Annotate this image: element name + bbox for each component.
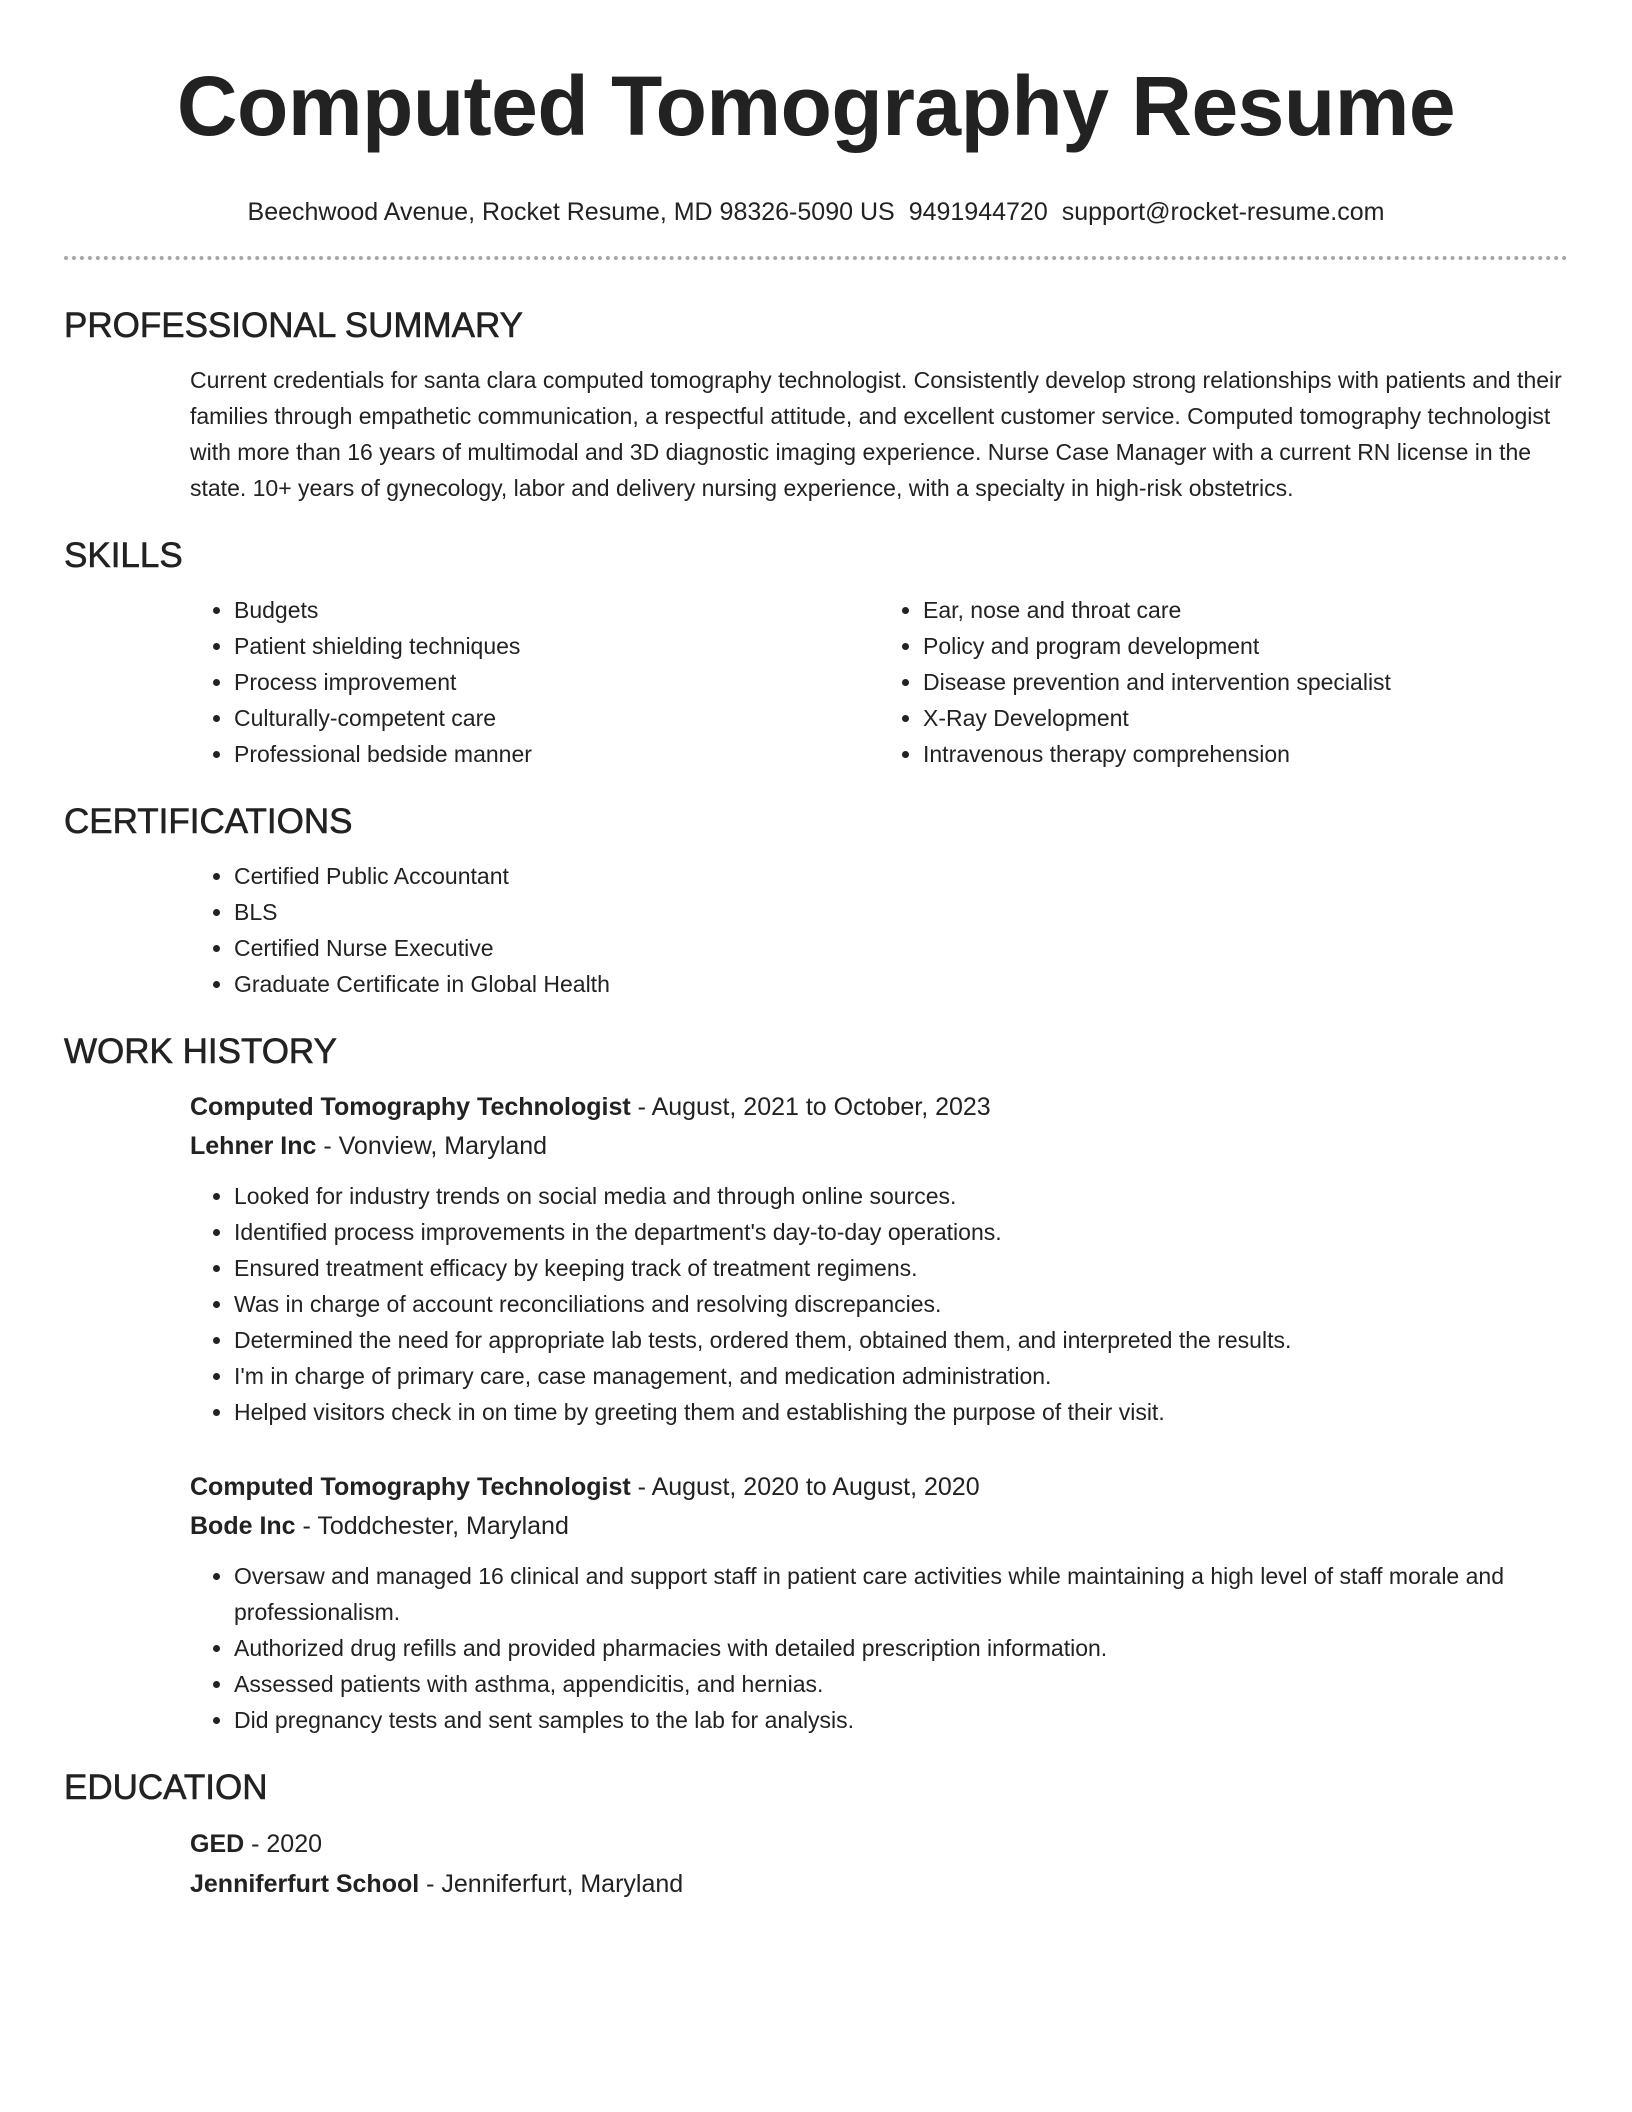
contact-address: Beechwood Avenue, Rocket Resume, MD 98326-5090 US: [247, 198, 895, 226]
education-section: [64, 1766, 1568, 1904]
job-duty: • Authorized drug refills and provided pharmacies with detailed prescription information.: [234, 1630, 1574, 1666]
job-company: Lehner Inc: [190, 1132, 317, 1160]
job-duties-list: [190, 1178, 1568, 1430]
education-degree-line: [190, 1824, 1568, 1864]
job-title-line: [190, 1088, 1568, 1127]
certification-item: • Certified Nurse Executive: [234, 930, 1568, 966]
job-duties-list: [190, 1558, 1574, 1738]
job-dates: - August, 2021 to October, 2023: [630, 1093, 991, 1121]
work-history-section: [64, 1030, 1568, 1738]
summary-heading: PROFESSIONAL SUMMARY: [64, 306, 523, 345]
education-school: Jenniferfurt School: [190, 1870, 420, 1898]
certification-item: • Graduate Certificate in Global Health: [234, 966, 1568, 1002]
certifications-section: [64, 800, 1568, 1002]
job-duty: • Oversaw and managed 16 clinical and support staff in patient care activities while maintaining a high level of staff morale and professionalism.: [234, 1558, 1574, 1630]
resume-title: Computed Tomography Resume: [176, 59, 1456, 153]
education-year: - 2020: [244, 1830, 323, 1858]
skill-item: • Professional bedside manner: [234, 736, 879, 772]
summary-text: Current credentials for santa clara computed tomography technologist. Consistently develop strong relationships with patients and their families through empathetic communication, a respectful attitude, and excellent customer service. Computed tomography technologist with more than 16 years of multimodal and 3D diagnostic imaging experience. Nurse Case Manager with a current RN license in the state. 10+ years of gynecology, labor and delivery nursing experience, with a specialty in high-risk obstetrics.: [190, 367, 1562, 501]
certifications-list: [190, 858, 1568, 1002]
education-school-line: [190, 1864, 1568, 1904]
skills-heading: SKILLS: [64, 536, 183, 575]
education-heading: EDUCATION: [64, 1768, 268, 1807]
summary-section: [64, 304, 1568, 506]
job-location: - Vonview, Maryland: [316, 1132, 548, 1160]
job-title: Computed Tomography Technologist: [190, 1093, 631, 1121]
resume-page: [64, 0, 1568, 1904]
job-dates: - August, 2020 to August, 2020: [630, 1473, 980, 1501]
skill-item: • Ear, nose and throat care: [923, 592, 1568, 628]
job-title: Computed Tomography Technologist: [190, 1473, 631, 1501]
header-divider: [64, 256, 1568, 260]
work-history-heading: WORK HISTORY: [64, 1032, 337, 1071]
job-duty: • Determined the need for appropriate lab tests, ordered them, obtained them, and interpreted the results.: [234, 1322, 1568, 1358]
contact-line: [64, 196, 1568, 228]
skills-list-right: [879, 592, 1568, 772]
job-company-line: [190, 1127, 1568, 1166]
job-duty: • Identified process improvements in the department's day-to-day operations.: [234, 1214, 1568, 1250]
skill-item: • Process improvement: [234, 664, 879, 700]
skill-item: • Intravenous therapy comprehension: [923, 736, 1568, 772]
skill-item: • Culturally-competent care: [234, 700, 879, 736]
contact-phone: 9491944720: [908, 198, 1048, 226]
job-entry: [190, 1468, 1568, 1738]
skill-item: • Budgets: [234, 592, 879, 628]
job-duty: • Ensured treatment efficacy by keeping track of treatment regimens.: [234, 1250, 1568, 1286]
skill-item: • Disease prevention and intervention specialist: [923, 664, 1568, 700]
job-duty: • Was in charge of account reconciliations and resolving discrepancies.: [234, 1286, 1568, 1322]
certification-item: • BLS: [234, 894, 1568, 930]
job-title-line: [190, 1468, 1568, 1507]
skills-section: [64, 534, 1568, 772]
education-degree: GED: [190, 1830, 245, 1858]
certification-item: • Certified Public Accountant: [234, 858, 1568, 894]
skills-list-left: [190, 592, 879, 772]
skill-item: • Policy and program development: [923, 628, 1568, 664]
job-duty: • I'm in charge of primary care, case management, and medication administration.: [234, 1358, 1568, 1394]
job-entry: [190, 1088, 1568, 1430]
skill-item: • Patient shielding techniques: [234, 628, 879, 664]
education-location: - Jenniferfurt, Maryland: [419, 1870, 684, 1898]
job-company: Bode Inc: [190, 1512, 296, 1540]
job-duty: • Looked for industry trends on social media and through online sources.: [234, 1178, 1568, 1214]
job-duty: • Did pregnancy tests and sent samples to the lab for analysis.: [234, 1702, 1574, 1738]
certifications-heading: CERTIFICATIONS: [64, 802, 353, 841]
job-duty: • Assessed patients with asthma, appendicitis, and hernias.: [234, 1666, 1574, 1702]
job-duty: • Helped visitors check in on time by greeting them and establishing the purpose of their visit.: [234, 1394, 1568, 1430]
skill-item: • X-Ray Development: [923, 700, 1568, 736]
job-company-line: [190, 1507, 1568, 1546]
job-location: - Toddchester, Maryland: [295, 1512, 569, 1540]
contact-email[interactable]: support@rocket-resume.com: [1061, 198, 1385, 226]
